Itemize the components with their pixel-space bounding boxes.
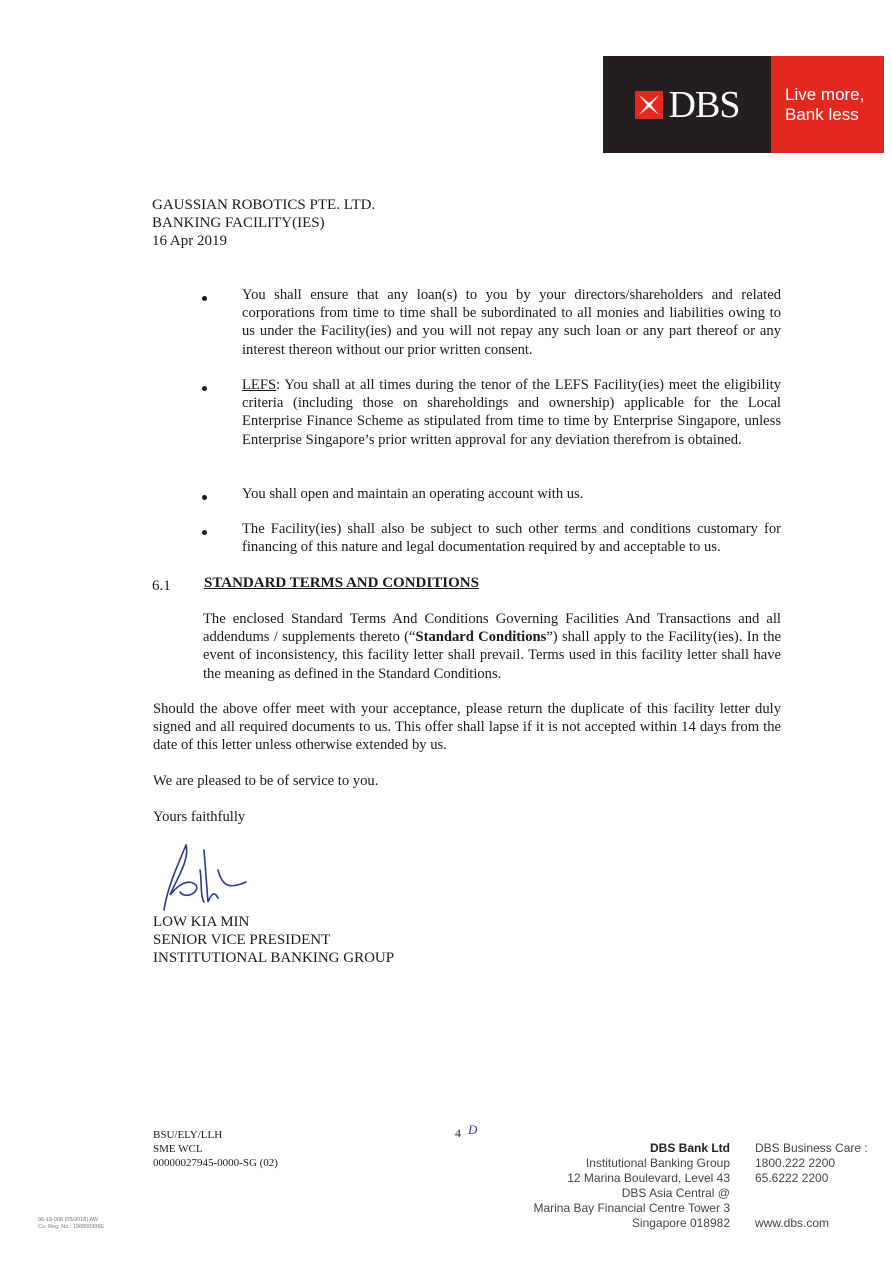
dbs-logo (603, 56, 771, 153)
tagline-line-2: Bank less (785, 104, 859, 124)
standard-conditions-term: Standard Conditions (415, 629, 547, 646)
section-text (203, 610, 781, 683)
bullet-dot (202, 495, 207, 500)
acceptance-paragraph: Should the above offer meet with your acceptance, please return the duplicate of this facility letter duly signed and all required documents to us. This offer shall lapse if it is not accepted within 14 days from the date of this letter unless otherwise extended by us. (153, 701, 781, 754)
lefs-text: : You shall at all times during the tenor of the LEFS Facility(ies) meet the eligibility criteria (including those on shareholdings and ownership) applicable for the Local Enterprise Finance Scheme as stipulated from time to time by Enterprise Singapore, unless Enterprise Singapore’s prior written approval for any deviation therefrom is obtained. (242, 377, 781, 448)
bullet-other-terms: The Facility(ies) shall also be subject to such other terms and conditions customary for financing of this nature and legal documentation required by and acceptable to us. (242, 521, 781, 556)
bank-address-line-4: Marina Bay Financial Centre Tower 3 (533, 1201, 730, 1215)
dbs-logo-banner (603, 56, 884, 153)
letter-subject: BANKING FACILITY(IES) (152, 215, 325, 231)
dbs-star-icon (635, 91, 663, 119)
bullet-dot (202, 386, 207, 391)
company-name: GAUSSIAN ROBOTICS PTE. LTD. (152, 197, 376, 213)
reference-block (153, 1128, 278, 1170)
reference-line-3: 00000027945-0000-SG (02) (153, 1157, 278, 1169)
signatory-title: SENIOR VICE PRESIDENT (153, 932, 331, 948)
sign-off: Yours faithfully (153, 809, 246, 825)
website: www.dbs.com (755, 1216, 830, 1230)
business-care-phone-2: 65.6222 2200 (755, 1171, 829, 1185)
signatory-name: LOW KIA MIN (153, 914, 250, 930)
signature-image (156, 840, 256, 915)
reference-line-1: BSU/ELY/LLH (153, 1129, 223, 1141)
bank-address (533, 1141, 730, 1231)
bank-name: DBS Bank Ltd (649, 1141, 730, 1155)
bank-address-line-3: DBS Asia Central @ (621, 1186, 730, 1200)
business-care-phone-1: 1800.222 2200 (755, 1156, 836, 1170)
form-code-line-1: 06-18-008 (05/2018) AW (38, 1217, 99, 1223)
tagline-line-1: Live more, (785, 84, 865, 104)
business-care (755, 1141, 868, 1186)
bullet-operating-account: You shall open and maintain an operating account with us. (242, 486, 584, 502)
signatory-group: INSTITUTIONAL BANKING GROUP (153, 950, 395, 966)
pleased-line: We are pleased to be of service to you. (153, 773, 379, 789)
form-code (38, 1217, 104, 1231)
bullet-dot (202, 530, 207, 535)
page-number: 4 (455, 1126, 461, 1140)
bullet-lefs (242, 376, 781, 449)
reference-line-2: SME WCL (153, 1143, 203, 1155)
section-text-after: ”) shall apply to the Facility(ies). In the event of inconsistency, this facility letter shall prevail. Terms used in this facility letter shall have the meaning as defined in the Standard Conditions. (203, 629, 781, 682)
section-number: 6.1 (152, 578, 171, 594)
bullet-subordination: You shall ensure that any loan(s) to you by your directors/shareholders and related corporations from time to time shall be subordinated to all monies and liabilities owing to us under the Facility(ies) and you will not repay any such loan or any part thereof or any interest thereon without our prior written consent. (242, 287, 781, 358)
bank-address-line-5: Singapore 018982 (631, 1216, 730, 1230)
section-text-before: The enclosed Standard Terms And Conditions Governing Facilities And Transactions and all addendums / supplements thereto (“ (203, 611, 781, 646)
handwritten-page-mark: D (468, 1122, 478, 1137)
business-care-label: DBS Business Care : (755, 1141, 868, 1155)
lefs-label: LEFS (242, 377, 277, 393)
form-code-line-2: Co. Reg. No.: 196800306E (38, 1224, 105, 1230)
logo-brand-text: DBS (668, 83, 740, 126)
letter-date: 16 Apr 2019 (152, 233, 227, 249)
bank-address-line-1: Institutional Banking Group (585, 1156, 730, 1170)
logo-tagline (771, 56, 884, 153)
section-title: STANDARD TERMS AND CONDITIONS (204, 575, 479, 591)
bullet-dot (202, 296, 207, 301)
bank-address-line-2: 12 Marina Boulevard, Level 43 (567, 1171, 730, 1185)
